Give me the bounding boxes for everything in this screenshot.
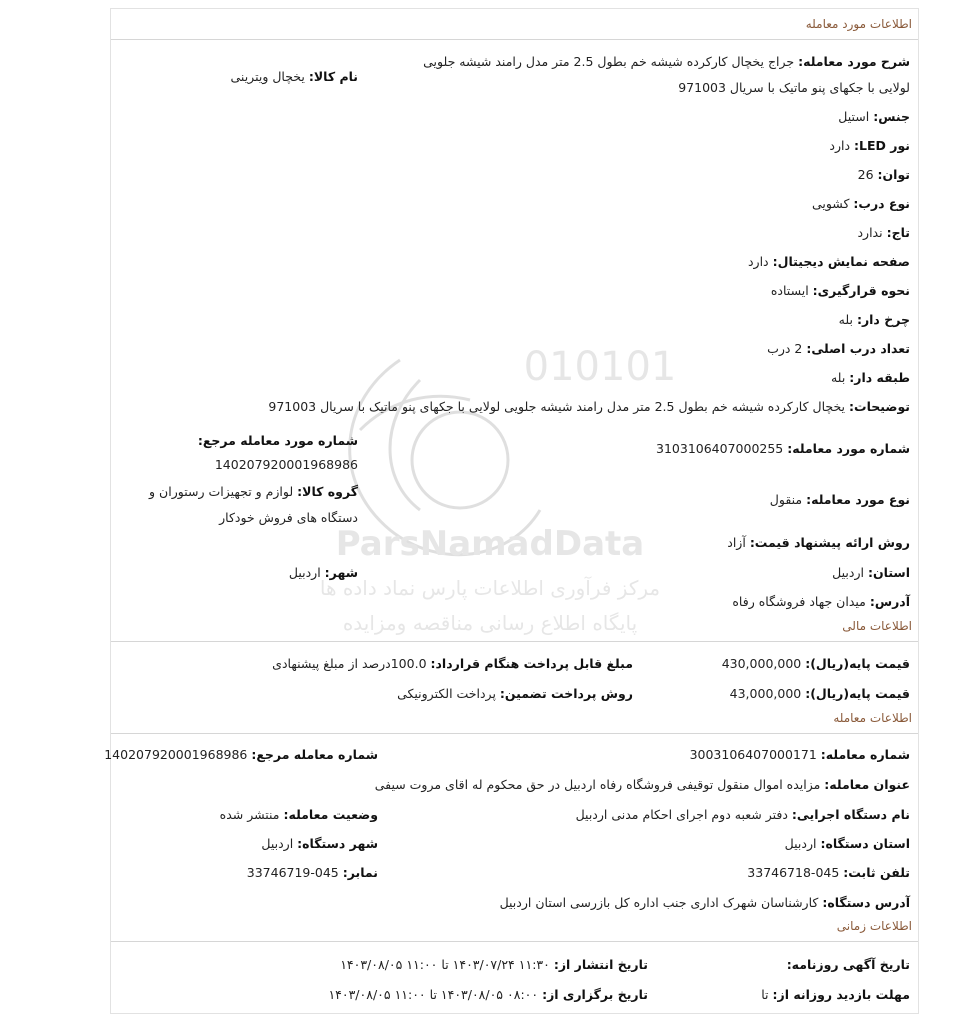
agency-city-row: شهر دستگاه: اردبیل xyxy=(261,836,378,851)
section-title-deal: اطلاعات معامله xyxy=(833,711,912,725)
agency-province-row: استان دستگاه: اردبیل xyxy=(784,836,910,851)
item-type-row: نوع مورد معامله: منقول xyxy=(769,492,910,507)
attr-placement: نحوه قرارگیری: ایستاده xyxy=(770,283,910,298)
base-price-row: قیمت پایه(ریال): 430,000,000 xyxy=(721,656,910,671)
subject-row: عنوان معامله: مزایده اموال منقول توقیفی فروشگاه رفاه اردبیل در حق محکوم له اقای مروت سیفی xyxy=(374,777,910,792)
section-title-timing: اطلاعات زمانی xyxy=(836,919,912,933)
divider xyxy=(111,641,918,642)
held-row: تاریخ برگزاری از: ۰۸:۰۰ ۱۴۰۳/۰۸/۰۵ تا ۱۱:۰۰ ۱۴۰۳/۰۸/۰۵ xyxy=(328,987,648,1002)
deal-no-row: شماره معامله: 3003106407000171 xyxy=(689,747,910,762)
attr-wheels: چرخ دار: بله xyxy=(838,312,910,327)
product-name-row: نام کالا: یخچال ویترینی xyxy=(230,69,358,84)
price-method-row: روش ارائه پیشنهاد قیمت: آزاد xyxy=(727,535,910,550)
divider xyxy=(111,941,918,942)
section-title-item-info: اطلاعات مورد معامله xyxy=(805,17,912,31)
agency-row: نام دستگاه اجرایی: دفتر شعبه دوم اجرای احکام مدنی اردبیل xyxy=(575,807,910,822)
payable-row: مبلغ قابل پرداخت هنگام قرارداد: 100.0درصد از مبلغ پیشنهادی xyxy=(272,656,633,671)
attr-crown: تاج: ندارد xyxy=(857,225,910,240)
attr-notes: توضیحات: یخچال کارکرده شیشه خم بطول 2.5 متر مدل رامند شیشه جلویی لولایی با جکهای پنو ماتیک با سریال 971003 xyxy=(268,399,910,414)
status-row: وضعیت معامله: منتشر شده xyxy=(219,807,378,822)
province-row: استان: اردبیل xyxy=(832,565,910,580)
divider xyxy=(111,39,918,40)
address-row: آدرس: میدان جهاد فروشگاه رفاه xyxy=(732,594,910,609)
attr-door-type: نوع درب: کشویی xyxy=(811,196,910,211)
divider xyxy=(111,733,918,734)
description-row: شرح مورد معامله: جراج یخچال کارکرده شیشه خم بطول 2.5 متر مدل رامند شیشه جلویی لولایی با جکهای پنو ماتیک با سریال 971003 xyxy=(423,54,910,95)
deal-number-row: شماره مورد معامله: 3103106407000255 xyxy=(656,441,910,456)
city-row: شهر: اردبیل xyxy=(288,565,358,580)
deal-detail-card xyxy=(104,8,919,1014)
base-price2-row: قیمت پایه(ریال): 43,000,000 xyxy=(729,686,910,701)
phone-row: تلفن ثابت: 045-33746718 xyxy=(747,865,910,880)
visit-row: مهلت بازدید روزانه از: تا xyxy=(761,987,910,1002)
agency-address-row: آدرس دستگاه: کارشناسان شهرک اداری جنب اداره کل بازرسی استان اردبیل xyxy=(499,895,910,910)
attr-material: جنس: استیل xyxy=(838,109,910,124)
attr-digital-display: صفحه نمایش دیجیتال: دارد xyxy=(747,254,910,269)
ref-no-row: شماره معامله مرجع: 140207920001968986 xyxy=(104,747,378,762)
section-title-financial: اطلاعات مالی xyxy=(842,619,912,633)
attr-door-count: تعداد درب اصلی: 2 درب xyxy=(767,341,910,356)
newspaper-row: تاریخ آگهی روزنامه: xyxy=(786,957,910,972)
attr-shelves: طبقه دار: بله xyxy=(830,370,910,385)
group-row: گروه کالا: لوازم و تجهیزات رستوران و دستگاه های فروش خودکار xyxy=(149,484,358,525)
fax-row: نمابر: 045-33746719 xyxy=(246,865,378,880)
attr-power: توان: 26 xyxy=(857,167,910,182)
ref-number-row: شماره مورد معامله مرجع: 14020792000196898​6 xyxy=(197,433,358,472)
attr-led: نور LED: دارد xyxy=(829,138,910,153)
guarantee-row: روش پرداخت تضمین: پرداخت الکترونیکی xyxy=(397,686,633,701)
publish-row: تاریخ انتشار از: ۱۱:۳۰ ۱۴۰۳/۰۷/۲۴ تا ۱۱:۰۰ ۱۴۰۳/۰۸/۰۵ xyxy=(340,957,648,972)
